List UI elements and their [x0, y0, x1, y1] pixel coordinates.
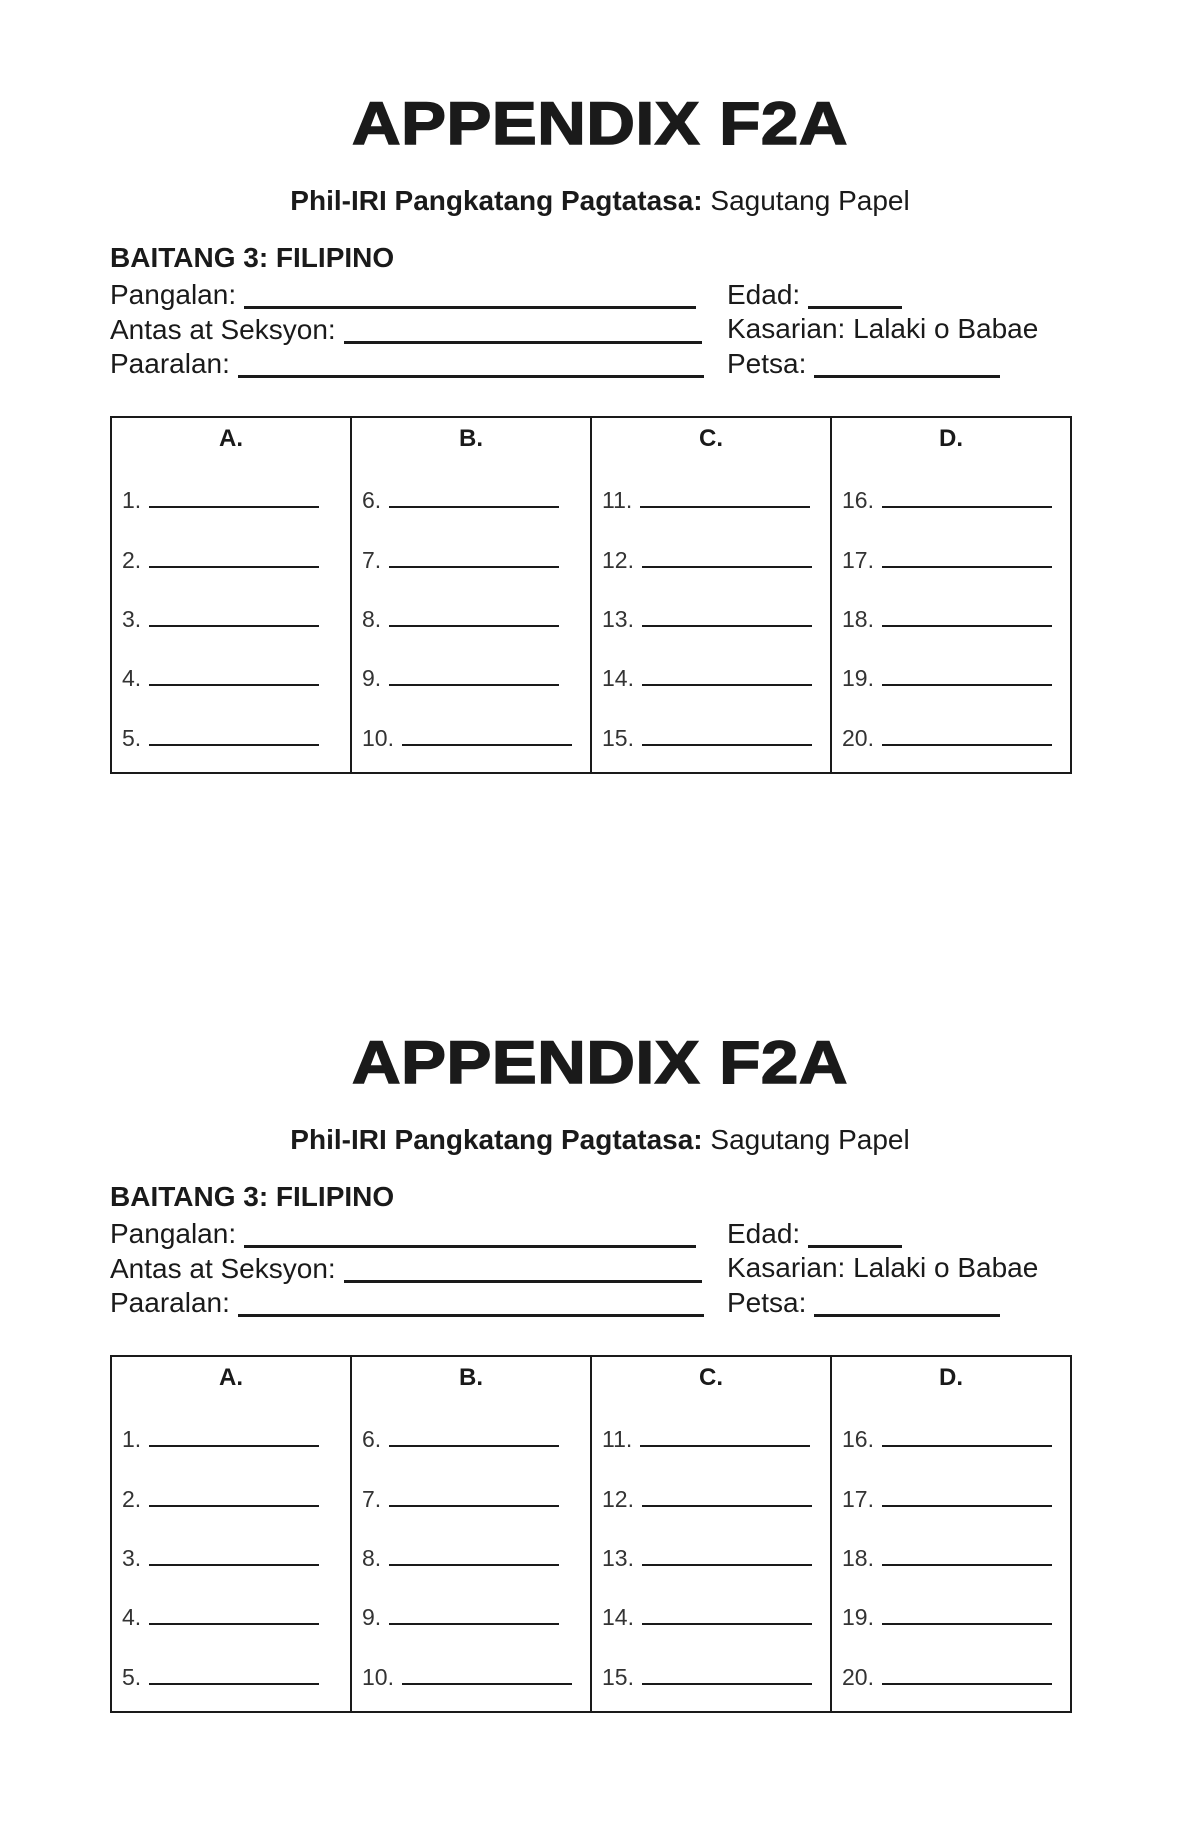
column-b: [350, 418, 590, 772]
answer-blank[interactable]: [149, 1487, 319, 1507]
answer-blank[interactable]: [389, 1546, 559, 1566]
column-c: [590, 1357, 830, 1711]
age-blank[interactable]: [808, 280, 902, 309]
answer-item[interactable]: [362, 607, 559, 631]
sex-field: Kasarian: Lalaki o Babae: [727, 1252, 1039, 1283]
answer-blank[interactable]: [402, 726, 572, 746]
item-number: 10.: [362, 1664, 394, 1690]
answer-item[interactable]: [362, 1487, 559, 1511]
answer-item[interactable]: [122, 666, 319, 690]
answer-item[interactable]: [602, 1427, 810, 1451]
answer-blank[interactable]: [642, 1546, 812, 1566]
answer-item[interactable]: [602, 726, 812, 750]
item-number: 9.: [362, 1604, 382, 1630]
answer-blank[interactable]: [389, 1605, 559, 1625]
section-field: [110, 315, 702, 344]
item-number: 4.: [122, 665, 142, 691]
item-number: 15.: [602, 1664, 634, 1690]
item-number: 20.: [842, 1664, 874, 1690]
item-number: 3.: [122, 1545, 142, 1571]
section-label: Antas at Seksyon:: [110, 1253, 336, 1284]
item-number: 2.: [122, 1486, 142, 1512]
answer-item[interactable]: [122, 607, 319, 631]
answer-item[interactable]: [842, 1427, 1052, 1451]
answer-grid: [110, 1355, 1072, 1713]
name-blank[interactable]: [244, 1219, 696, 1248]
column-d: [830, 418, 1070, 772]
subtitle-bold: Phil-IRI Pangkatang Pagtatasa:: [290, 185, 703, 216]
answer-item[interactable]: [122, 1487, 319, 1511]
answer-blank[interactable]: [149, 1605, 319, 1625]
section-label: Antas at Seksyon:: [110, 314, 336, 345]
school-label: Paaralan:: [110, 1287, 230, 1318]
answer-item[interactable]: [122, 488, 319, 512]
date-blank[interactable]: [814, 349, 1000, 378]
section-field: [110, 1254, 702, 1283]
sex-field: Kasarian: Lalaki o Babae: [727, 313, 1039, 344]
answer-blank[interactable]: [640, 488, 810, 508]
answer-blank[interactable]: [882, 548, 1052, 568]
answer-item[interactable]: [842, 726, 1052, 750]
answer-blank[interactable]: [389, 666, 559, 686]
age-label: Edad:: [727, 279, 801, 310]
answer-item[interactable]: [602, 488, 810, 512]
answer-blank[interactable]: [642, 607, 812, 627]
subtitle-rest: Sagutang Papel: [710, 185, 910, 216]
answer-blank[interactable]: [642, 1487, 812, 1507]
answer-item[interactable]: [842, 1546, 1052, 1570]
answer-blank[interactable]: [149, 607, 319, 627]
school-blank[interactable]: [238, 1288, 704, 1317]
item-number: 17.: [842, 1486, 874, 1512]
page-title: APPENDIX F2A: [352, 90, 848, 157]
answer-item[interactable]: [122, 548, 319, 572]
answer-item[interactable]: [122, 1427, 319, 1451]
answer-blank[interactable]: [640, 1427, 810, 1447]
column-a: [112, 418, 350, 772]
answer-item[interactable]: [362, 548, 559, 572]
date-blank[interactable]: [814, 1288, 1000, 1317]
answer-item[interactable]: [842, 1487, 1052, 1511]
item-number: 13.: [602, 606, 634, 632]
answer-item[interactable]: [362, 1546, 559, 1570]
section-blank[interactable]: [344, 1254, 702, 1283]
school-field: [110, 1288, 704, 1317]
answer-item[interactable]: [362, 1605, 559, 1629]
column-header: A.: [219, 1364, 243, 1391]
page-title: APPENDIX F2A: [352, 1029, 848, 1096]
answer-blank[interactable]: [882, 488, 1052, 508]
item-number: 8.: [362, 1545, 382, 1571]
age-blank[interactable]: [808, 1219, 902, 1248]
name-label: Pangalan:: [110, 279, 237, 310]
column-b: [350, 1357, 590, 1711]
answer-item[interactable]: [122, 1546, 319, 1570]
answer-blank[interactable]: [882, 1546, 1052, 1566]
item-number: 15.: [602, 725, 634, 751]
date-field: [727, 349, 1000, 378]
answer-item[interactable]: [602, 1665, 812, 1689]
grade-label: BAITANG 3: FILIPINO: [110, 1181, 395, 1212]
answer-blank[interactable]: [389, 607, 559, 627]
answer-item[interactable]: [362, 666, 559, 690]
date-label: Petsa:: [727, 1287, 807, 1318]
answer-item[interactable]: [122, 1605, 319, 1629]
column-header: B.: [459, 425, 483, 452]
answer-blank[interactable]: [389, 1487, 559, 1507]
item-number: 16.: [842, 1426, 874, 1452]
age-field: [727, 1219, 902, 1248]
answer-item[interactable]: [842, 488, 1052, 512]
answer-blank[interactable]: [149, 666, 319, 686]
section-blank[interactable]: [344, 315, 702, 344]
answer-blank[interactable]: [882, 1487, 1052, 1507]
answer-item[interactable]: [362, 488, 559, 512]
answer-item[interactable]: [122, 1665, 319, 1689]
answer-blank[interactable]: [149, 726, 319, 746]
item-number: 11.: [602, 487, 633, 513]
item-number: 2.: [122, 547, 142, 573]
answer-item[interactable]: [362, 726, 572, 750]
answer-blank[interactable]: [389, 488, 559, 508]
item-number: 13.: [602, 1545, 634, 1571]
item-number: 14.: [602, 665, 634, 691]
item-number: 20.: [842, 725, 874, 751]
answer-item[interactable]: [842, 666, 1052, 690]
column-header: C.: [699, 425, 723, 452]
answer-item[interactable]: [842, 1605, 1052, 1629]
answer-blank[interactable]: [149, 488, 319, 508]
item-number: 5.: [122, 1664, 142, 1690]
answer-blank[interactable]: [642, 1605, 812, 1625]
answer-blank[interactable]: [402, 1665, 572, 1685]
answer-item[interactable]: [842, 1665, 1052, 1689]
item-number: 12.: [602, 547, 634, 573]
item-number: 7.: [362, 1486, 382, 1512]
answer-sheet-1: [0, 90, 1200, 894]
item-number: 5.: [122, 725, 142, 751]
item-number: 1.: [122, 1426, 142, 1452]
item-number: 19.: [842, 1604, 874, 1630]
name-blank[interactable]: [244, 280, 696, 309]
item-number: 6.: [362, 487, 382, 513]
answer-blank[interactable]: [882, 1665, 1052, 1685]
date-label: Petsa:: [727, 348, 807, 379]
answer-item[interactable]: [602, 1487, 812, 1511]
answer-item[interactable]: [602, 666, 812, 690]
item-number: 9.: [362, 665, 382, 691]
item-number: 16.: [842, 487, 874, 513]
item-number: 6.: [362, 1426, 382, 1452]
school-blank[interactable]: [238, 349, 704, 378]
subtitle: [0, 1126, 1200, 1154]
answer-item[interactable]: [842, 548, 1052, 572]
name-field: [110, 280, 696, 309]
item-number: 7.: [362, 547, 382, 573]
item-number: 11.: [602, 1426, 633, 1452]
item-number: 10.: [362, 725, 394, 751]
answer-blank[interactable]: [149, 1427, 319, 1447]
column-d: [830, 1357, 1070, 1711]
answer-item[interactable]: [122, 726, 319, 750]
column-header: D.: [939, 425, 963, 452]
answer-item[interactable]: [602, 1605, 812, 1629]
answer-blank[interactable]: [642, 666, 812, 686]
item-number: 12.: [602, 1486, 634, 1512]
column-c: [590, 418, 830, 772]
item-number: 4.: [122, 1604, 142, 1630]
item-number: 19.: [842, 665, 874, 691]
subtitle-bold: Phil-IRI Pangkatang Pagtatasa:: [290, 1124, 703, 1155]
column-header: B.: [459, 1364, 483, 1391]
grade-label: BAITANG 3: FILIPINO: [110, 242, 395, 273]
answer-blank[interactable]: [389, 1427, 559, 1447]
answer-sheet-2: [0, 1029, 1200, 1833]
answer-blank[interactable]: [149, 1665, 319, 1685]
answer-item[interactable]: [602, 548, 812, 572]
age-field: [727, 280, 902, 309]
answer-blank[interactable]: [882, 607, 1052, 627]
answer-blank[interactable]: [882, 1427, 1052, 1447]
answer-blank[interactable]: [149, 1546, 319, 1566]
item-number: 14.: [602, 1604, 634, 1630]
item-number: 18.: [842, 606, 874, 632]
name-field: [110, 1219, 696, 1248]
item-number: 1.: [122, 487, 142, 513]
date-field: [727, 1288, 1000, 1317]
column-header: C.: [699, 1364, 723, 1391]
answer-blank[interactable]: [882, 726, 1052, 746]
answer-blank[interactable]: [389, 548, 559, 568]
answer-blank[interactable]: [642, 726, 812, 746]
answer-item[interactable]: [362, 1665, 572, 1689]
item-number: 17.: [842, 547, 874, 573]
answer-item[interactable]: [362, 1427, 559, 1451]
subtitle-rest: Sagutang Papel: [710, 1124, 910, 1155]
answer-blank[interactable]: [642, 1665, 812, 1685]
answer-item[interactable]: [602, 607, 812, 631]
answer-blank[interactable]: [882, 1605, 1052, 1625]
answer-blank[interactable]: [882, 666, 1052, 686]
answer-item[interactable]: [842, 607, 1052, 631]
school-label: Paaralan:: [110, 348, 230, 379]
answer-blank[interactable]: [642, 548, 812, 568]
age-label: Edad:: [727, 1218, 801, 1249]
column-header: A.: [219, 425, 243, 452]
item-number: 3.: [122, 606, 142, 632]
answer-grid: [110, 416, 1072, 774]
item-number: 8.: [362, 606, 382, 632]
column-header: D.: [939, 1364, 963, 1391]
column-a: [112, 1357, 350, 1711]
item-number: 18.: [842, 1545, 874, 1571]
answer-blank[interactable]: [149, 548, 319, 568]
school-field: [110, 349, 704, 378]
answer-item[interactable]: [602, 1546, 812, 1570]
subtitle: [0, 187, 1200, 215]
name-label: Pangalan:: [110, 1218, 237, 1249]
